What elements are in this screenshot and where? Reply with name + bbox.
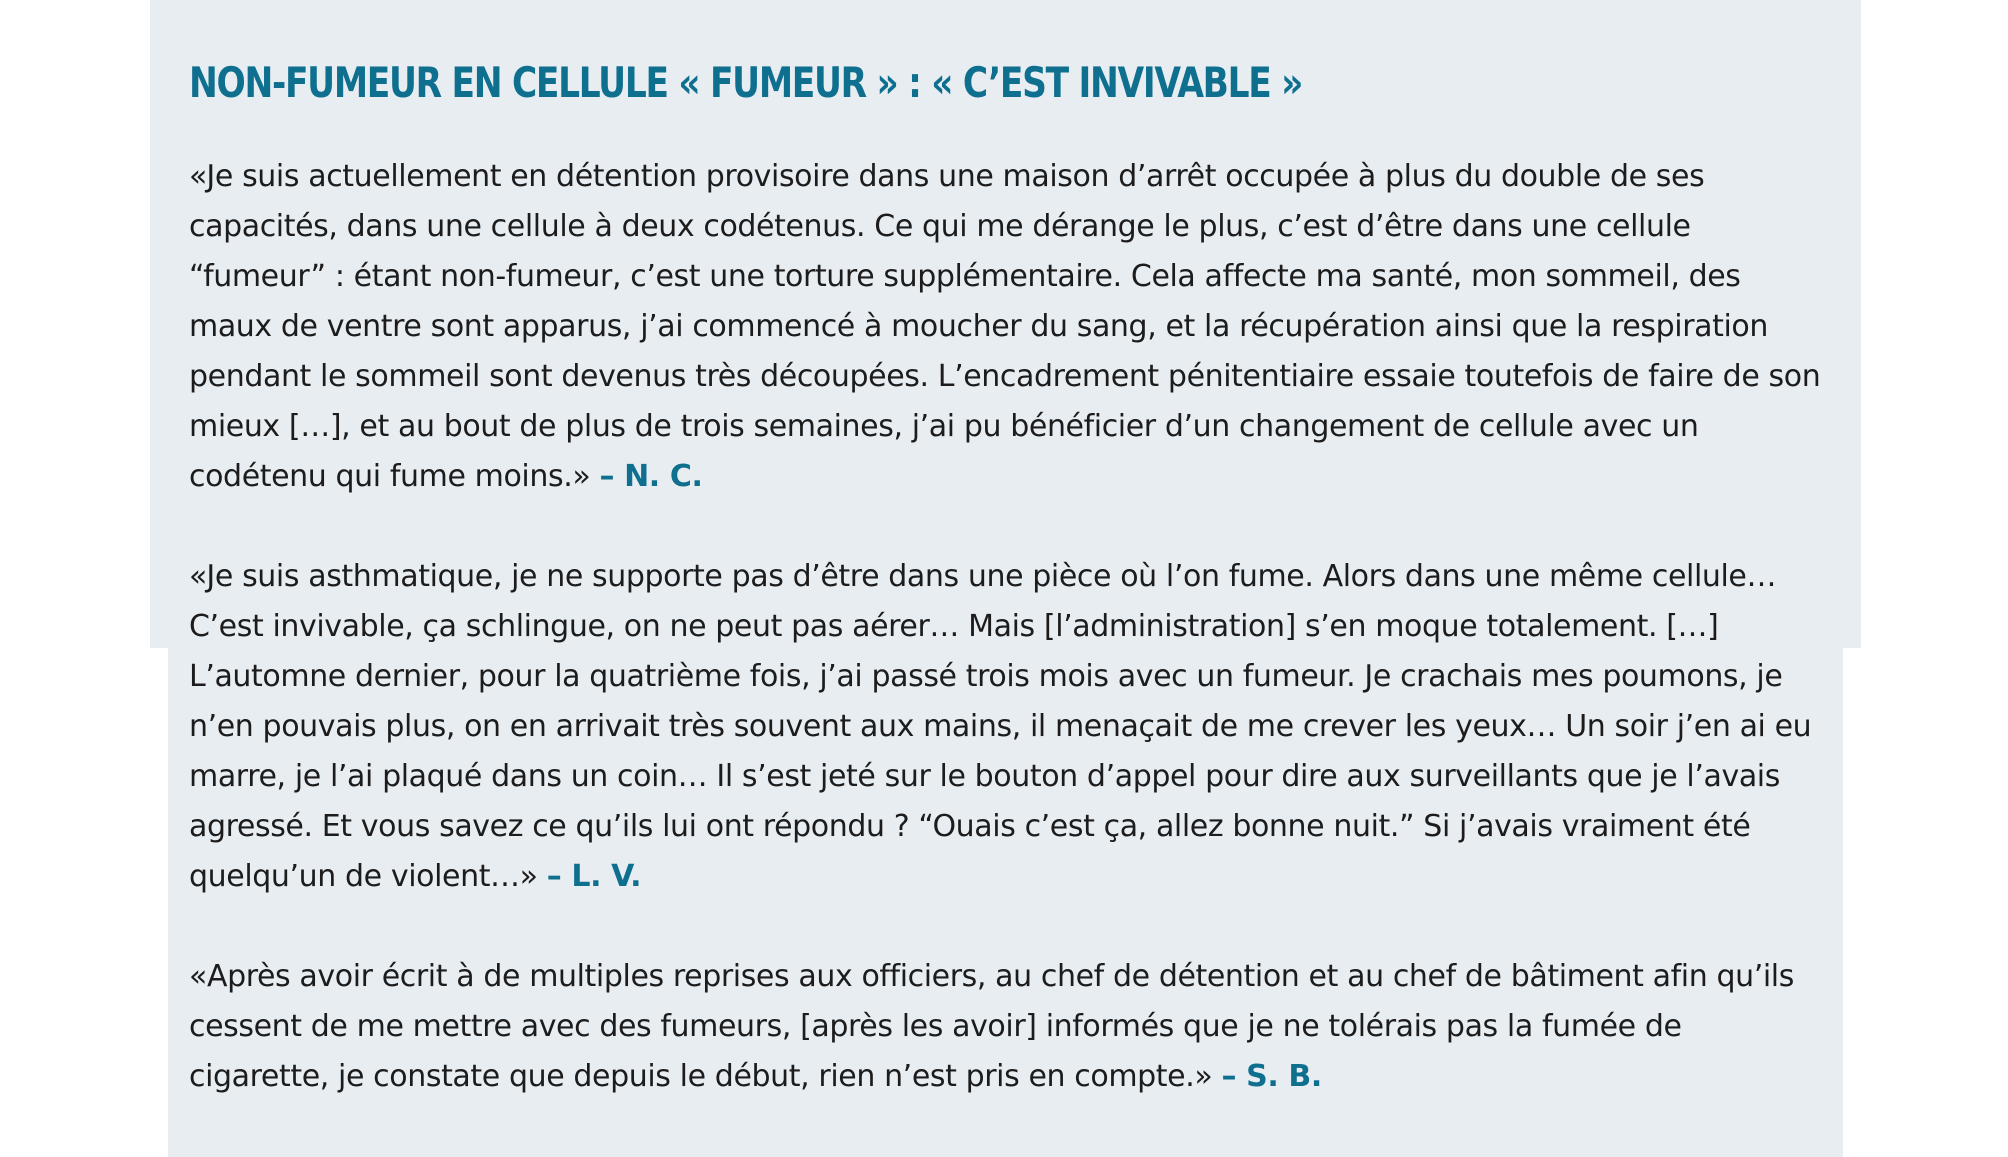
testimony-author: – N. C. xyxy=(599,459,703,494)
testimony-author: – L. V. xyxy=(546,859,642,894)
article-box xyxy=(189,52,1829,1152)
article-title: NON-FUMEUR EN CELLULE « FUMEUR » : « C’EST INVIVABLE » xyxy=(189,58,1303,107)
testimony-text: «Je suis actuellement en détention provisoire dans une maison d’arrêt occupée à plus du double de ses capacités, dans une cellule à deux codétenus. Ce qui me dérange le plus, c’est d’être dans une cellule “fumeur” : étant non-fumeur, c’est une torture supplémentaire. Cela affecte ma santé, mon sommeil, des maux de ventre sont apparus, j’ai commencé à moucher du sang, et la récupération ainsi que la respiration pendant le sommeil sont devenus très découpées. L’encadrement pénitentiaire essaie toutefois de faire de son mieux […], et au bout de plus de trois semaines, j’ai pu bénéficier d’un changement de cellule avec un codétenu qui fume moins.» xyxy=(189,159,1821,494)
testimony-text: «Je suis asthmatique, je ne supporte pas d’être dans une pièce où l’on fume. Alors dans une même cellule… C’est invivable, ça schlingue, on ne peut pas aérer… Mais [l’administration] s’en moque totalement. […] L’automne dernier, pour la quatrième fois, j’ai passé trois mois avec un fumeur. Je crachais mes poumons, je n’en pouvais plus, on en arrivait très souvent aux mains, il menaçait de me crever les yeux… Un soir j’en ai eu marre, je l’ai plaqué dans un coin… Il s’est jeté sur le bouton d’appel pour dire aux surveillants que je l’avais agressé. Et vous savez ce qu’ils lui ont répondu ? “Ouais c’est ça, allez bonne nuit.” Si j’avais vraiment été quelqu’un de violent…» xyxy=(189,559,1812,894)
testimony-author: – S. B. xyxy=(1221,1059,1322,1094)
testimony-3 xyxy=(189,952,1829,1102)
testimony-1 xyxy=(189,152,1829,502)
testimony-2 xyxy=(189,552,1829,902)
testimony-text: «Après avoir écrit à de multiples reprises aux officiers, au chef de détention et au chef de bâtiment afin qu’ils cessent de me mettre avec des fumeurs, [après les avoir] informés que je ne tolérais pas la fumée de cigarette, je constate que depuis le début, rien n’est pris en compte.» xyxy=(189,959,1794,1094)
